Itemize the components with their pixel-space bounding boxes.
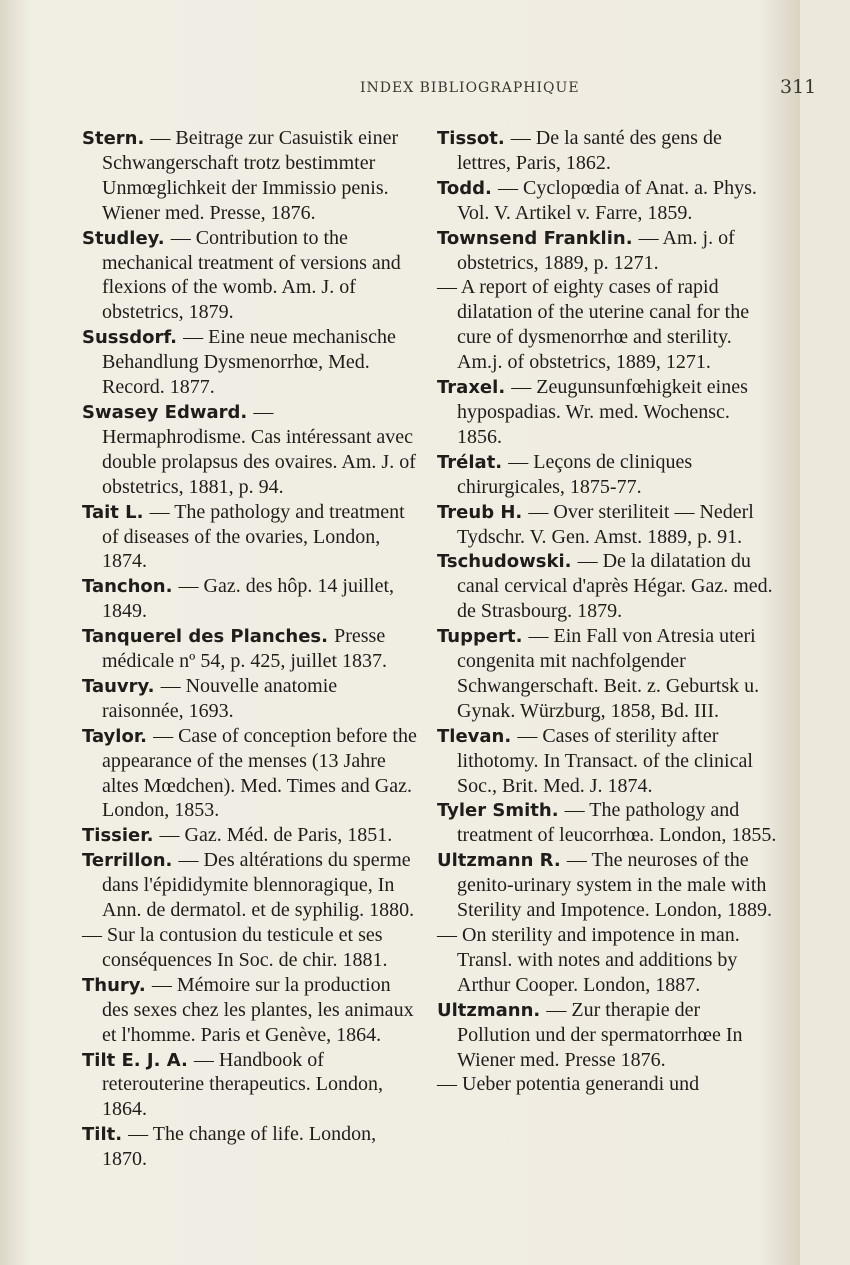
page-number: 311	[780, 76, 817, 98]
bibliography-entry	[437, 126, 777, 176]
entry-author: Townsend Franklin.	[437, 227, 633, 249]
entry-author: Ultzmann.	[437, 999, 541, 1021]
entry-author: Tlevan.	[437, 725, 512, 747]
bibliography-entry	[437, 226, 777, 276]
entry-text: — Cyclopœdia of Anat. a. Phys. Vol. V. Artikel v. Farre, 1859.	[457, 176, 757, 224]
bibliography-entry	[82, 226, 422, 326]
entry-author: Taylor.	[82, 725, 147, 747]
entry-author: Tanquerel des Planches.	[82, 626, 328, 648]
entry-author: Tauvry.	[82, 675, 155, 697]
entry-text: — The pathology and treatment of leucorrhœa. London, 1855.	[457, 799, 777, 847]
bibliography-entry	[437, 798, 777, 848]
entry-text: — Over steriliteit — Nederl Tydschr. V. Gen. Amst. 1889, p. 91.	[457, 500, 754, 548]
entry-text: — Zeugunsunfœhigkeit eines hypospadias. Wr. med. Wochensc. 1856.	[457, 376, 748, 448]
bibliography-entry	[82, 923, 422, 973]
entry-author: Swasey Edward.	[82, 401, 248, 423]
bibliography-entry	[437, 923, 777, 998]
bibliography-entry	[82, 724, 422, 824]
entry-author: Thury.	[82, 974, 146, 996]
entry-author: Sussdorf.	[82, 327, 178, 349]
bibliography-entry	[82, 624, 422, 674]
entry-text: — Zur therapie der Pollution und der spermatorrhœe In Wiener med. Presse 1876.	[457, 998, 743, 1071]
bibliography-entry	[82, 574, 422, 624]
entry-author: Tschudowski.	[437, 551, 572, 573]
entry-text: — Gaz. Méd. de Paris, 1851.	[159, 824, 393, 847]
entry-text: — Leçons de cliniques chirurgicales, 1875-77.	[457, 450, 693, 498]
bibliography-entry	[437, 176, 777, 226]
entry-text: — Case of conception before the appearance of the menses (13 Jahre altes Mœdchen). Med. Times and Gaz. London, 1853.	[102, 724, 417, 822]
entry-author: Stern.	[82, 128, 145, 149]
entry-text: — Ueber potentia generandi und	[437, 1073, 700, 1096]
bibliography-entry	[437, 1072, 777, 1097]
entry-text: — The neuroses of the genito-urinary system in the male with Sterility and Impotence. London, 1889.	[457, 849, 772, 922]
entry-text: — De la dilatation du canal cervical d'après Hégar. Gaz. med. de Strasbourg. 1879.	[457, 550, 773, 623]
entry-text: — Nouvelle anatomie raisonnée, 1693.	[102, 674, 338, 722]
entry-text: — Gaz. des hôp. 14 juillet, 1849.	[102, 575, 395, 623]
bibliography-entry	[82, 1048, 422, 1123]
entry-author: Tissot.	[437, 128, 505, 149]
entry-author: Tissier.	[82, 825, 154, 847]
bibliography-entry	[82, 325, 422, 400]
entry-text: — A report of eighty cases of rapid dilatation of the uterine canal for the cure of dysmenorrhœ and sterility. Am.j. of obstetrics, 1889, 1271.	[437, 276, 750, 374]
entry-text: — Am. j. of obstetrics, 1889, p. 1271.	[457, 226, 735, 274]
entry-author: Todd.	[437, 177, 492, 199]
header-title: INDEX BIBLIOGRAPHIQUE	[360, 80, 580, 96]
entry-author: Terrillon.	[82, 850, 173, 872]
entry-text: — Beitrage zur Casuistik einer Schwangerschaft trotz bestimmter Unmœglichkeit der Immissio penis. Wiener med. Presse, 1876.	[102, 127, 399, 224]
entry-author: Trélat.	[437, 451, 503, 473]
bibliography-entry	[437, 624, 777, 724]
bibliography-entry	[437, 724, 777, 799]
entry-text: — Sur la contusion du testicule et ses conséquences In Soc. de chir. 1881.	[82, 924, 388, 971]
entry-text: — Ein Fall von Atresia uteri congenita mit nachfolgender Schwangerschaft. Beit. z. Geburtsk u. Gynak. Würzburg, 1858, Bd. III.	[457, 625, 760, 722]
entry-author: Treub H.	[437, 501, 523, 523]
entry-author: Tilt.	[82, 1124, 123, 1146]
bibliography-entry	[437, 450, 777, 500]
bibliography-entry	[437, 549, 777, 624]
entry-text: — Handbook of reterouterine therapeutics. London, 1864.	[102, 1048, 383, 1121]
entry-text: — The change of life. London, 1870.	[102, 1123, 377, 1171]
bibliography-entry	[82, 973, 422, 1048]
bibliography-entry	[437, 275, 777, 375]
entry-author: Tuppert.	[437, 626, 523, 648]
entry-text: Presse médicale nº 54, p. 425, juillet 1837.	[102, 625, 388, 673]
bibliography-entry	[82, 848, 422, 923]
entry-author: Studley.	[82, 227, 165, 249]
bibliography-entry	[82, 674, 422, 724]
entry-author: Tanchon.	[82, 576, 173, 598]
entry-text: — The pathology and treatment of diseases of the ovaries, London, 1874.	[102, 500, 405, 573]
bibliography-entry	[82, 823, 422, 848]
right-column	[437, 126, 777, 1097]
bibliography-entry	[82, 500, 422, 575]
entry-text: — Cases of sterility after lithotomy. In Transact. of the clinical Soc., Brit. Med. J. 1874.	[457, 724, 753, 797]
entry-text: — Hermaphrodisme. Cas intéressant avec double prolapsus des ovaires. Am. J. of obstetrics, 1881, p. 94.	[102, 400, 416, 498]
entry-text: — Mémoire sur la production des sexes chez les plantes, les animaux et l'homme. Paris et Genève, 1864.	[102, 973, 414, 1046]
bibliography-entry	[82, 400, 422, 500]
bibliography-entry	[82, 126, 422, 226]
bibliography-entry	[437, 998, 777, 1073]
entry-author: Tait L.	[82, 501, 144, 523]
entry-text: — De la santé des gens de lettres, Paris, 1862.	[457, 127, 722, 174]
entry-author: Traxel.	[437, 377, 506, 399]
bibliography-entry	[82, 1122, 422, 1172]
bibliography-entry	[437, 375, 777, 450]
entry-author: Tyler Smith.	[437, 800, 559, 822]
bibliography-entry	[437, 500, 777, 550]
entry-author: Tilt E. J. A.	[82, 1049, 188, 1071]
entry-text: — Eine neue mechanische Behandlung Dysmenorrhœ, Med. Record. 1877.	[102, 326, 396, 399]
entry-text: — Contribution to the mechanical treatment of versions and flexions of the womb. Am. J. of obstetrics, 1879.	[102, 226, 401, 324]
entry-text: — On sterility and impotence in man. Transl. with notes and additions by Arthur Cooper. London, 1887.	[437, 924, 740, 996]
left-column	[82, 126, 422, 1172]
entry-text: — Des altérations du sperme dans l'épididymite blennoragique, In Ann. de dermatol. et de syphilig. 1880.	[102, 849, 415, 922]
bibliography-entry	[437, 848, 777, 923]
entry-author: Ultzmann R.	[437, 850, 561, 872]
